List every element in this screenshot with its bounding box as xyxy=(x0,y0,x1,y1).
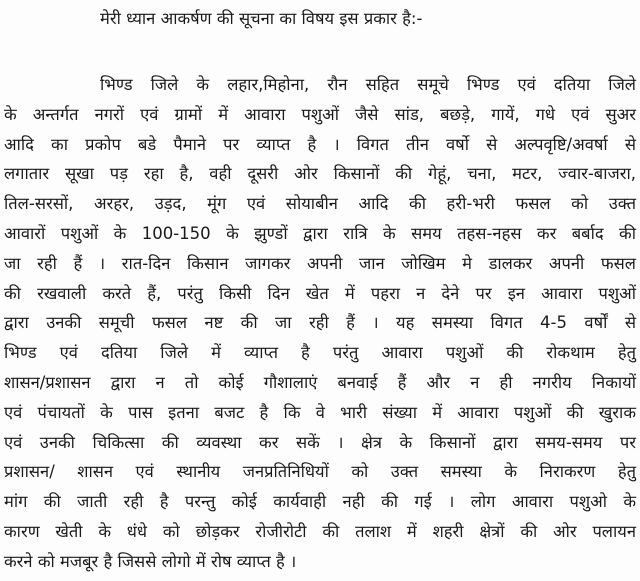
paragraph-line: शासन/प्रशासन द्वारा न तो कोई गौशालाएं बनवाई हैं और न ही नगरीय निकायों xyxy=(4,372,636,392)
paragraph-line: प्रशासन/ शासन एवं स्थानीय जनप्रतिनिधियों को उक्त समस्या के निराकरण हेतु xyxy=(4,462,636,482)
paragraph-line: द्वारा उनकी समूची फसल नष्ट की जा रही हैं । यह समस्या विगत 4-5 वर्षों से xyxy=(4,313,636,333)
notice-body-paragraph xyxy=(4,70,636,577)
paragraph-line: जा रही हैं । रात-दिन किसान जागकर अपनी जान जोखिम मे डालकर अपनी फसल xyxy=(4,253,636,273)
paragraph-line: करने को मजबूर है जिससे लोगो में रोष व्याप्त है । xyxy=(4,551,297,571)
paragraph-line: भिण्ड एवं दतिया जिले में व्याप्त है परंतु आवारा पशुओं की रोकथाम हेतु xyxy=(4,343,636,363)
paragraph-line: की रखवाली करते हैं, परंतु किसी दिन खेत में पहरा न देने पर इन आवारा पशुओं xyxy=(4,283,636,303)
paragraph-line: एवं उनकी चिकित्सा की व्यवस्था कर सकें । क्षेत्र के किसानों द्वारा समय-समय पर xyxy=(4,432,636,452)
paragraph-line: मांग की जाती रही है परन्तु कोई कार्यवाही नही की गई । लोग आवारा पशुओ के xyxy=(4,492,636,512)
paragraph-line: आदि का प्रकोप बडे पैमाने पर व्याप्त है । विगत तीन वर्षो से अल्पवृष्टि/अवर्षा से xyxy=(4,134,636,154)
paragraph-line: के अन्तर्गत नगरों एवं ग्रामों में आवारा पशुओं जैसे सांड, बछड़े, गायें, गधे एवं सुअर xyxy=(4,104,636,124)
paragraph-line: भिण्ड जिले के लहार,मिहोना, रौन सहित समूचे भिण्ड एवं दतिया जिले xyxy=(100,75,636,94)
paragraph-line: एवं पंचायतों के पास इतना बजट है कि वे भारी संख्या में आवारा पशुओं की खुराक xyxy=(4,402,636,422)
paragraph-line: आवारों पशुओं के 100-150 के झुण्डों द्वारा रात्रि के समय तहस-नहस कर बर्बाद की xyxy=(4,223,636,243)
paragraph-line: लगातार सूखा पड़ रहा है, वही दूसरी ओर किसानों की गेहूं, चना, मटर, ज्वार-बाजरा, xyxy=(4,164,636,184)
notice-subject-heading: मेरी ध्यान आकर्षण की सूचना का विषय इस प्रकार है:- xyxy=(100,9,423,28)
paragraph-line: तिल-सरसों, अरहर, उड़द, मूंग एवं सोयाबीन आदि की हरी-भरी फसल को उक्त xyxy=(4,194,636,214)
paragraph-line: कारण खेती के धंधे को छोड़कर रोजीरोटी की तलाश में शहरी क्षेत्रों की ओर पलायन xyxy=(4,521,636,541)
